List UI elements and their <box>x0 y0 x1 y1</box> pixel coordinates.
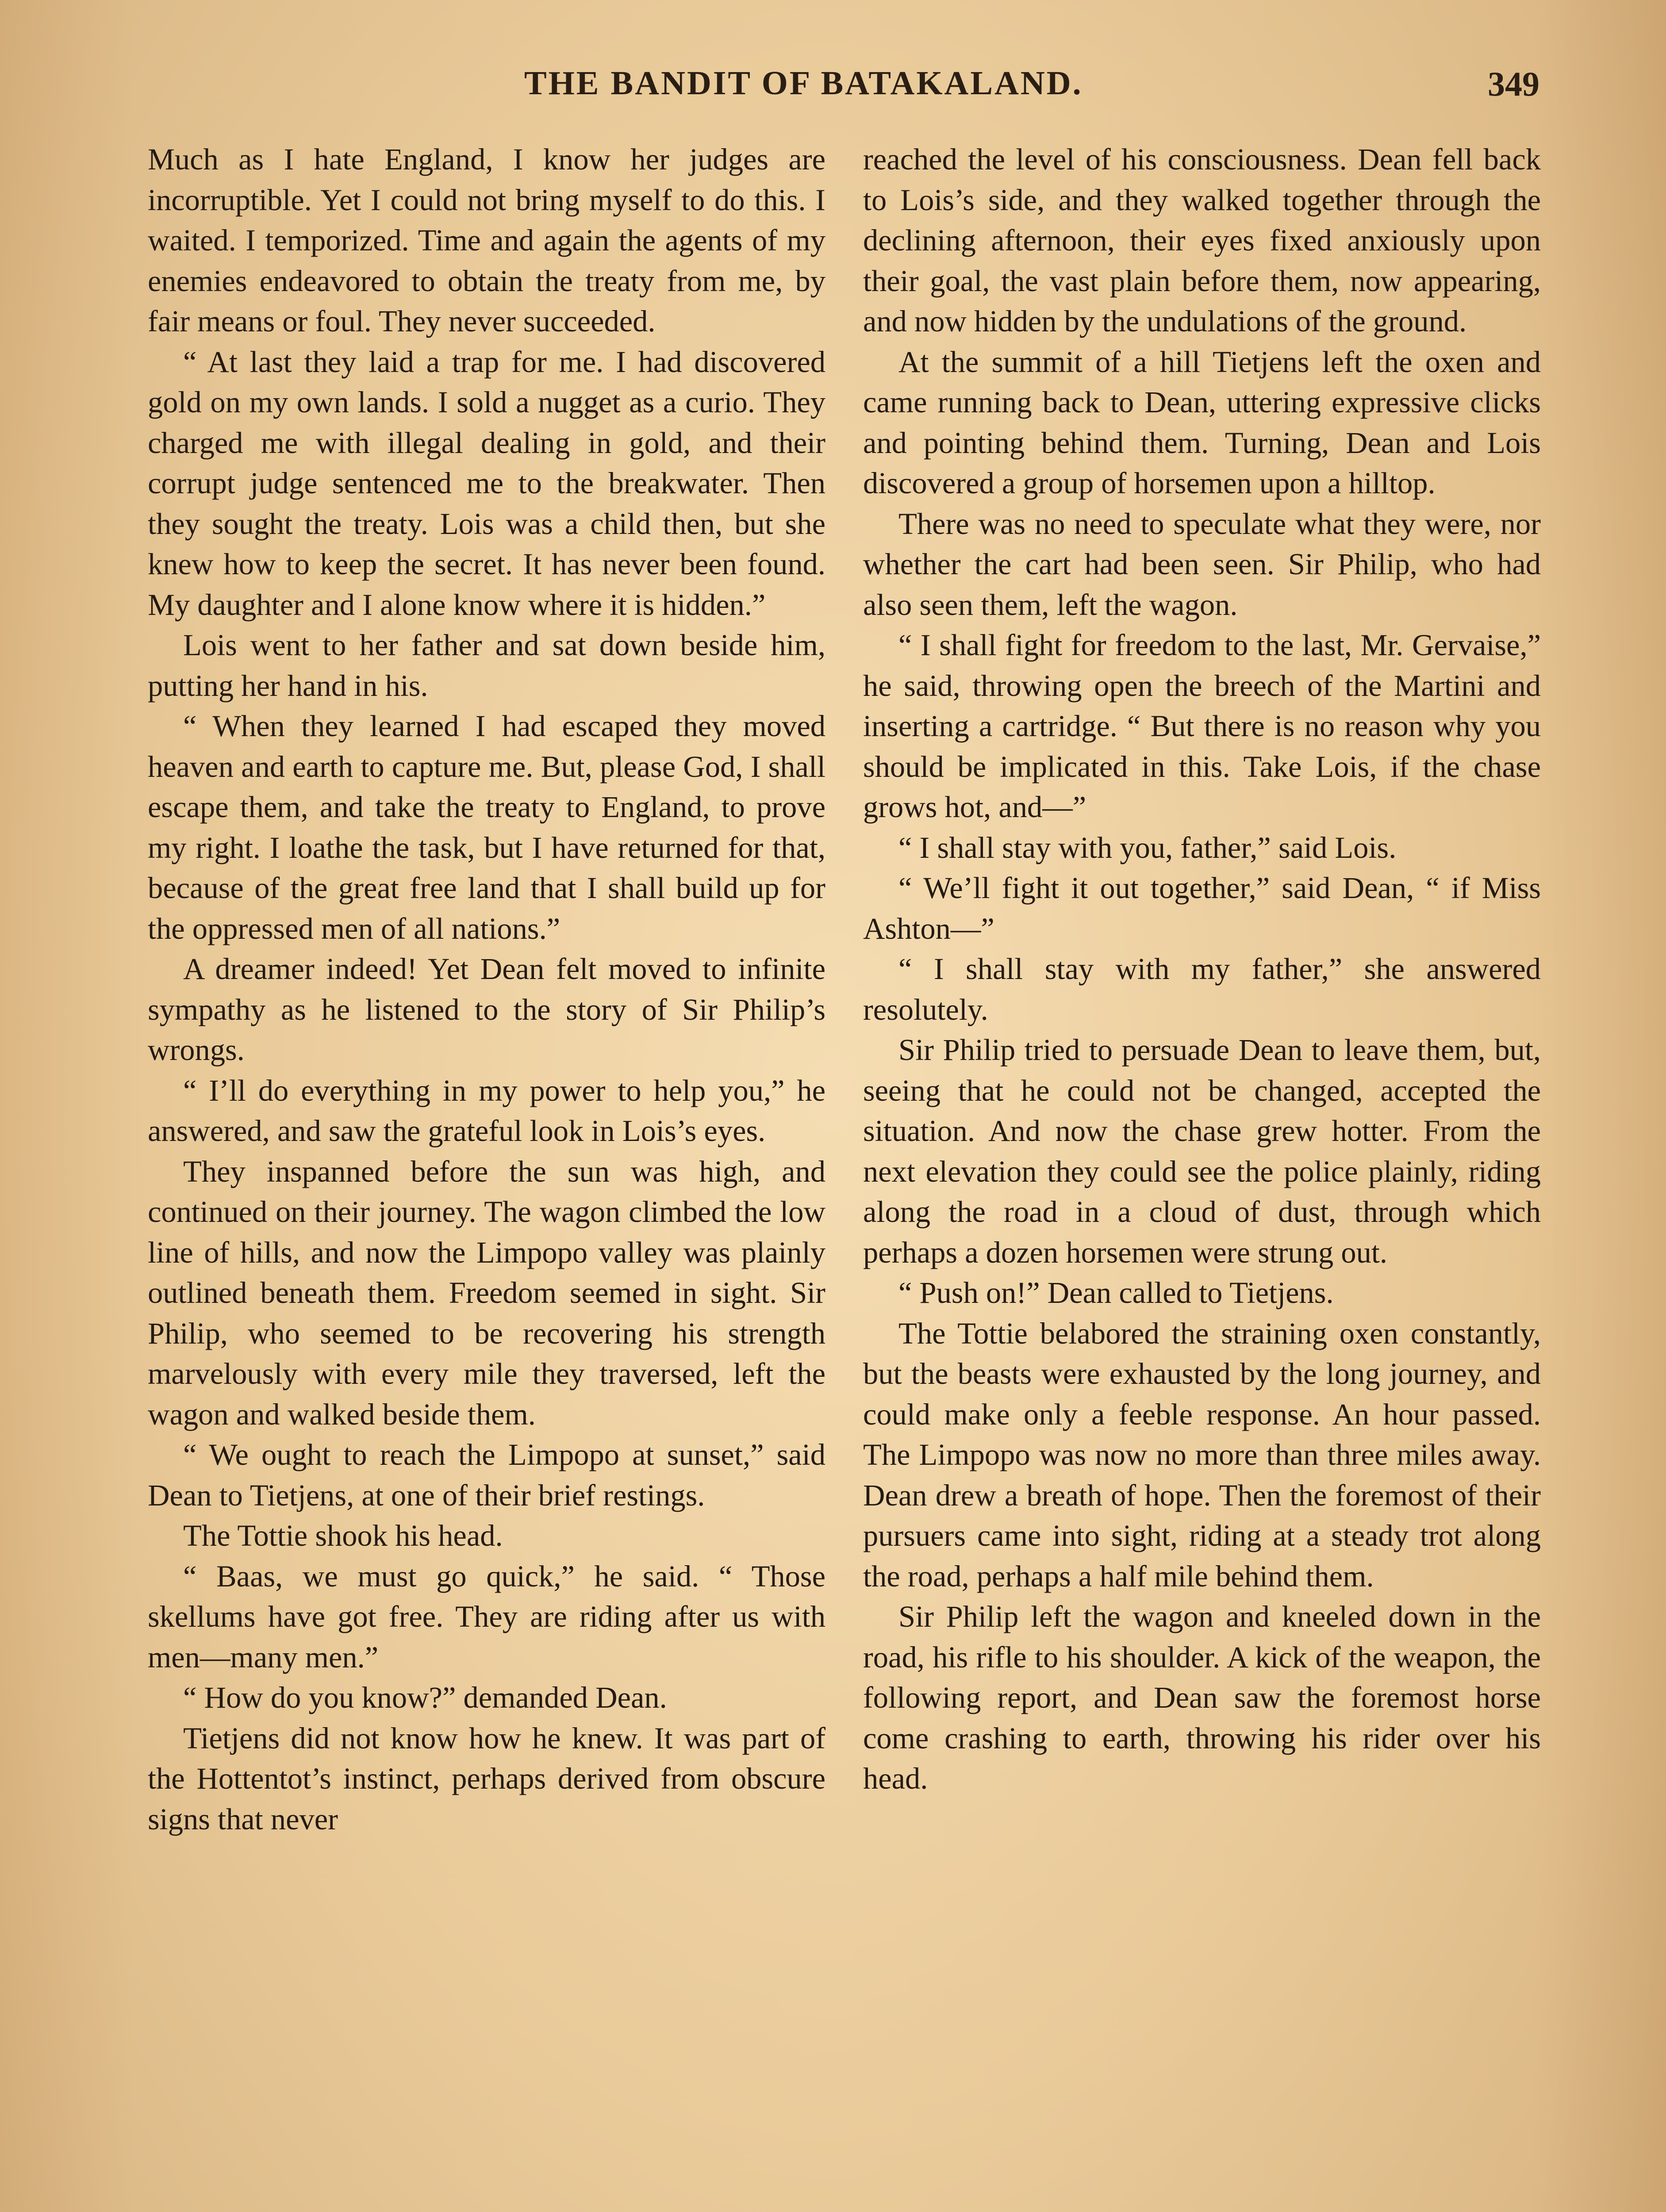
paragraph: Sir Philip left the wagon and kneeled down in the road, his rifle to his shoulder. A kick of the weapon, the following report, and Dean saw the foremost horse come crashing to earth, throwing his rider over his head. <box>863 1600 1541 1795</box>
paragraph: “ Baas, we must go quick,” he said. “ Those skellums have got free. They are riding after us with men—many men.” <box>148 1559 825 1674</box>
running-title: THE BANDIT OF BATAKALAND. <box>524 65 1083 102</box>
paragraph: “ I shall fight for freedom to the last, Mr. Gervaise,” he said, throwing open the breech of the Martini and inserting a cartridge. “ But there is no reason why you should be implicated in this. Take Lois, if the chase grows hot, and—” <box>863 628 1541 824</box>
paragraph: There was no need to speculate what they were, nor whether the cart had been seen. Sir Philip, who had also seen them, left the wagon. <box>863 507 1541 622</box>
paragraph: Tietjens did not know how he knew. It was part of the Hottentot’s instinct, perhaps derived from obscure signs that never <box>148 1721 825 1836</box>
paragraph: At the summit of a hill Tietjens left the oxen and came running back to Dean, uttering expressive clicks and pointing behind them. Turning, Dean and Lois discovered a group of horsemen upon a hilltop. <box>863 345 1541 500</box>
paragraph: “ When they learned I had escaped they moved heaven and earth to capture me. But, please God, I shall escape them, and take the treaty to England, to prove my right. I loathe the task, but I have returned for that, because of the great free land that I shall build up for the oppressed men of all nations.” <box>148 709 825 945</box>
paragraph: reached the level of his consciousness. Dean fell back to Lois’s side, and they walked together through the declining afternoon, their eyes fixed anxiously upon their goal, the vast plain before them, now appearing, and now hidden by the undulations of the ground. <box>863 142 1541 338</box>
paragraph: A dreamer indeed! Yet Dean felt moved to infinite sympathy as he listened to the story of Sir Philip’s wrongs. <box>148 952 825 1067</box>
paragraph: “ We ought to reach the Limpopo at sunset,” said Dean to Tietjens, at one of their brief restings. <box>148 1438 825 1512</box>
paragraph: “ We’ll fight it out together,” said Dean, “ if Miss Ashton—” <box>863 871 1541 945</box>
paragraph: “ Push on!” Dean called to Tietjens. <box>898 1276 1334 1310</box>
page-header <box>146 64 1539 113</box>
paragraph: “ At last they laid a trap for me. I had discovered gold on my own lands. I sold a nugget as a curio. They charged me with illegal dealing in gold, and their corrupt judge sentenced me to the breakwater. Then they sought the treaty. Lois was a child then, but she knew how to keep the secret. It has never been found. My daughter and I alone know where it is hidden.” <box>148 345 825 622</box>
paragraph: The Tottie belabored the straining oxen constantly, but the beasts were exhausted by the long journey, and could make only a feeble response. An hour passed. The Limpopo was now no more than three miles away. Dean drew a breath of hope. Then the foremost of their pursuers came into sight, riding at a steady trot along the road, perhaps a half mile behind them. <box>863 1316 1541 1593</box>
paragraph: “ I’ll do everything in my power to help you,” he answered, and saw the grateful look in Lois’s eyes. <box>148 1073 825 1148</box>
left-text-column <box>148 139 825 1839</box>
paragraph: The Tottie shook his head. <box>183 1519 503 1552</box>
paragraph: Much as I hate England, I know her judges are incorruptible. Yet I could not bring myself to do this. I waited. I temporized. Time and again the agents of my enemies endeavored to obtain the treaty from me, by fair means or foul. They never succeeded. <box>148 142 825 338</box>
paragraph: “ I shall stay with you, father,” said Lois. <box>898 830 1397 864</box>
paragraph: They inspanned before the sun was high, and continued on their journey. The wagon climbed the low line of hills, and now the Limpopo valley was plainly outlined beneath them. Freedom seemed in sight. Sir Philip, who seemed to be recovering his strength marvelously with every mile they traversed, left the wagon and walked beside them. <box>148 1154 825 1431</box>
paragraph: “ How do you know?” demanded Dean. <box>183 1681 667 1714</box>
paragraph: “ I shall stay with my father,” she answered resolutely. <box>863 952 1541 1026</box>
page-number: 349 <box>1488 65 1539 103</box>
right-text-column <box>863 139 1541 1799</box>
paragraph: Sir Philip tried to persuade Dean to leave them, but, seeing that he could not be changed, accepted the situation. And now the chase grew hotter. From the next elevation they could see the police plainly, riding along the road in a cloud of dust, through which perhaps a dozen horsemen were strung out. <box>863 1033 1541 1269</box>
paragraph: Lois went to her father and sat down beside him, putting her hand in his. <box>148 628 825 703</box>
